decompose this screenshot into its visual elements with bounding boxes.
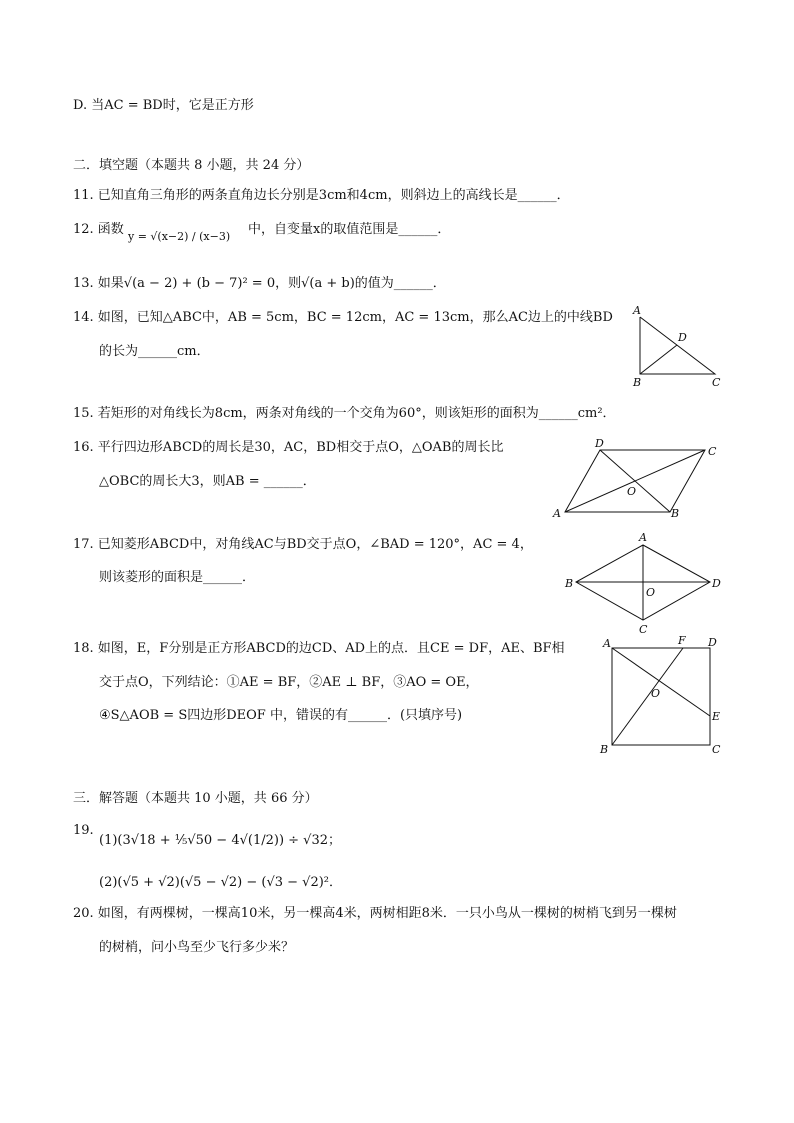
question-12-prefix: 12. 函数 [73, 222, 124, 237]
question-19-part1: (1)(3√18 + ⅕√50 − 4√(1/2)) ÷ √32； [99, 833, 341, 848]
fig14-label-a: A [633, 304, 641, 317]
fig14-label-c: C [712, 376, 721, 389]
question-11: 11. 已知直角三角形的两条直角边长分别是3cm和4cm，则斜边上的高线长是______． [73, 188, 570, 203]
question-14-line1: 14. 如图，已知△ABC中，AB = 5cm，BC = 12cm，AC = 13cm，那么AC边上的中线BD [73, 310, 613, 325]
question-18-line1: 18. 如图，E，F分别是正方形ABCD的边CD、AD上的点．且CE = DF，AE、BF相 [73, 641, 565, 656]
fig16-label-c: C [708, 445, 717, 458]
fig18-label-e: E [712, 710, 721, 723]
fig17-label-c: C [639, 623, 648, 636]
fig16-label-o: O [627, 485, 637, 498]
fig14-shape [640, 317, 715, 374]
fig18-shape [612, 648, 710, 745]
fig16-label-b: B [671, 507, 680, 520]
fig14-label-d: D [678, 331, 687, 344]
fig17-label-d: D [712, 577, 721, 590]
question-20-line1: 20. 如图，有两棵树，一棵高10米，另一棵高4米，两树相距8米．一只小鸟从一棵树的树梢飞到另一棵树 [73, 906, 677, 921]
fig18-label-c: C [712, 743, 721, 756]
fig16-label-a: A [553, 507, 561, 520]
question-19-label: 19. [73, 823, 94, 838]
fig18-label-o: O [651, 687, 661, 700]
question-18-line3: ④S△AOB = S四边形DEOF 中，错误的有______．(只填序号) [99, 708, 463, 723]
fig18-label-d: D [708, 636, 717, 649]
question-15: 15. 若矩形的对角线长为8cm，两条对角线的一个交角为60°，则该矩形的面积为______cm²． [73, 406, 616, 421]
option-d: D. 当AC = BD时，它是正方形 [73, 98, 254, 113]
fig18-label-f: F [678, 634, 686, 647]
fig14-label-b: B [633, 376, 642, 389]
question-16-line1: 16. 平行四边形ABCD的周长是30，AC，BD相交于点O，△OAB的周长比 [73, 440, 504, 455]
question-16-line2: △OBC的周长大3，则AB = ______． [99, 474, 316, 489]
section3-title: 三．解答题（本题共 10 小题，共 66 分） [73, 791, 318, 806]
fig16-shape [565, 450, 705, 512]
question-12-suffix: 中，自变量x的取值范围是______． [248, 222, 451, 237]
question-17-line2: 则该菱形的面积是______． [99, 570, 256, 585]
question-12-formula: y = √(x−2) / (x−3) [128, 230, 231, 243]
fig17-label-a: A [639, 531, 647, 544]
section2-title: 二．填空题（本题共 8 小题，共 24 分） [73, 158, 310, 173]
question-19-part2: (2)(√5 + √2)(√5 − √2) − (√3 − √2)²． [99, 875, 343, 890]
fig17-shape [576, 545, 710, 620]
fig18-label-a: A [603, 637, 611, 650]
fig18-label-b: B [600, 743, 609, 756]
fig16-label-d: D [595, 437, 604, 450]
question-14-line2: 的长为______cm． [99, 344, 210, 359]
question-17-line1: 17. 已知菱形ABCD中，对角线AC与BD交于点O，∠BAD = 120°，AC = 4， [73, 537, 533, 552]
question-18-line2: 交于点O，下列结论：①AE = BF，②AE ⊥ BF，③AO = OE， [99, 675, 479, 690]
fig17-label-b: B [565, 577, 574, 590]
question-20-line2: 的树梢，问小鸟至少飞行多少米？ [99, 940, 295, 955]
fig17-label-o: O [646, 586, 656, 599]
question-13: 13. 如果√(a − 2) + (b − 7)² = 0，则√(a + b)的值为______． [73, 276, 446, 291]
